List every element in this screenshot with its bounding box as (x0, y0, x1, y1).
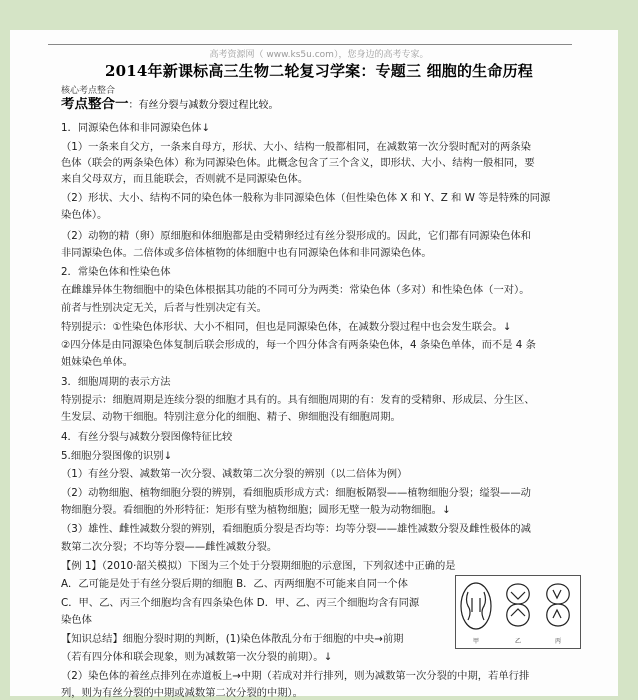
text-line-content: 【知识总结】细胞分裂时期的判断，(1)染色体散乱分布于细胞的中央→前期 (61, 633, 404, 645)
text-line-content: 非同源染色体。二倍体或多倍体植物的体细胞中也有同源染色体和非同源染色体。 (61, 247, 432, 259)
text-line (61, 375, 581, 389)
text-line (61, 596, 449, 610)
text-line-content: 3．细胞周期的表示方法 (61, 376, 171, 388)
text-line-content: （1）有丝分裂、减数第一次分裂、减数第二次分裂的辨别（以二倍体为例） (61, 468, 408, 480)
text-line-content: 物细胞分裂。看细胞的外形特征：矩形有壁为植物细胞；圆形无壁一般为动物细胞。↓ (61, 504, 451, 516)
text-line (61, 301, 581, 315)
text-line (61, 577, 449, 591)
cell-jia (461, 583, 491, 629)
text-line (61, 669, 581, 683)
heading-subtitle: ：有丝分裂与减数分裂过程比较。 (128, 100, 279, 111)
text-line-content: （2）动物细胞、植物细胞分裂的辨别，看细胞质形成方式：细胞板隔裂——植物细胞分裂；缢裂——动 (61, 487, 531, 499)
text-line (61, 686, 581, 700)
text-line-content: 来自父母双方，而且能联会，否则就不是同源染色体。 (61, 173, 309, 185)
text-line (61, 283, 581, 297)
text-line-content: ②四分体是由同源染色体复制后联会形成的，每一个四分体含有两条染色体，4 条染色单体，而不是 4 条 (61, 339, 536, 351)
text-line-content: 4．有丝分裂与减数分裂图像特征比较 (61, 431, 233, 443)
text-line-content: 前者与性别决定无关，后者与性别决定有关。 (61, 302, 267, 314)
text-line (61, 191, 581, 205)
text-line (61, 467, 581, 481)
text-line-content: 特别提示：①性染色体形状、大小不相同，但也是同源染色体，在减数分裂过程中也会发生联会。↓ (61, 321, 512, 333)
text-line (61, 650, 581, 664)
text-line-content: 生发层、动物干细胞。特别注意分化的细胞、精子、卵细胞没有细胞周期。 (61, 411, 401, 423)
text-line (61, 559, 581, 573)
text-line-content: （若有四分体和联会现象，则为减数第一次分裂的前期）。↓ (61, 651, 333, 663)
cell-yi (507, 584, 530, 626)
text-line-content: 【例 1】（2010·韶关模拟）下图为三个处于分裂期细胞的示意图，下列叙述中正确的是 (61, 560, 456, 572)
text-line-content: 1．同源染色体和非同源染色体↓ (61, 122, 211, 134)
text-line-content: 染色体）。 (61, 209, 108, 221)
text-line-content: （2）染色体的着丝点排列在赤道板上→中期（若成对并行排列，则为减数第一次分裂的中期，若单行排 (61, 670, 530, 682)
text-line (61, 156, 581, 170)
text-line-content: C．甲、乙、丙三个细胞均含有四条染色体 D．甲、乙、丙三个细胞均含有同源 (61, 597, 420, 609)
text-line (61, 449, 581, 463)
page-header-source: 高考资源网（ www.ks5u.com），您身边的高考专家。 (209, 50, 429, 60)
text-line (61, 540, 581, 554)
text-line-content: 特别提示：细胞周期是连续分裂的细胞才具有的。具有细胞周期的有：发育的受精卵、形成层、分生区、 (61, 394, 535, 406)
document-title: 2014年新课标高三生物二轮复习学案：专题三 细胞的生命历程 (105, 62, 533, 80)
text-line (61, 121, 581, 135)
text-line (61, 97, 581, 113)
figure-label-bing: 丙 (555, 638, 562, 645)
cell-bing (547, 584, 570, 626)
text-line (61, 613, 449, 627)
figure-label-jia: 甲 (473, 638, 480, 645)
text-line (61, 172, 581, 186)
text-line (61, 208, 581, 222)
text-line (61, 503, 581, 517)
text-line (61, 410, 581, 424)
figure-label-yi: 乙 (515, 638, 522, 645)
text-line (61, 84, 581, 98)
text-line-content: 考点整合一 (61, 97, 129, 112)
text-line-content: A．乙可能是处于有丝分裂后期的细胞 B．乙、丙两细胞不可能来自同一个体 (61, 578, 408, 590)
text-line-content: 在雌雄异体生物细胞中的染色体根据其功能的不同可分为两类：常染色体（多对）和性染色体（一对）。 (61, 284, 530, 296)
text-line (61, 430, 581, 444)
text-line-content: （1）一条来自父方，一条来自母方，形状、大小、结构一般都相同，在减数第一次分裂时配对的两条染 (61, 141, 531, 153)
header-rule (48, 44, 572, 45)
text-line-content: 数第二次分裂；不均等分裂——雌性减数分裂。 (61, 541, 278, 553)
text-line-content: 2．常染色体和性染色体 (61, 266, 171, 278)
text-line-content: 列，则为有丝分裂的中期或减数第二次分裂的中期）。 (61, 687, 303, 699)
window-top-bar (0, 0, 638, 30)
text-line (61, 486, 581, 500)
text-line-content: （2）形状、大小、结构不同的染色体一般称为非同源染色体（但性染色体 X 和 Y、Z 和 W 等是特殊的同源 (61, 192, 551, 204)
text-line (61, 246, 581, 260)
text-line (61, 632, 449, 646)
text-line (61, 320, 581, 334)
text-line-content: 染色体 (61, 614, 92, 626)
text-line-content: 姐妹染色单体。 (61, 356, 134, 368)
text-line-content: 5.细胞分裂图像的识别↓ (61, 450, 173, 462)
text-line (61, 338, 581, 352)
text-line-content: 核心考点整合 (61, 86, 116, 96)
text-line-content: （3）雄性、雌性减数分裂的辨别，看细胞质分裂是否均等：均等分裂——雄性减数分裂及雌性极体的减 (61, 523, 531, 535)
text-line-content: （2）动物的精（卵）原细胞和体细胞都是由受精卵经过有丝分裂形成的。因此，它们都有同源染色体和 (61, 230, 531, 242)
text-line-content: 色体（联会的两条染色体）称为同源染色体。此概念包含了三个含义，即形状、大小、结构一般相同，要 (61, 157, 535, 169)
text-line (61, 140, 581, 154)
cell-division-figure (455, 575, 581, 649)
text-line (61, 522, 581, 536)
text-line (61, 265, 581, 279)
text-line (61, 393, 581, 407)
text-line (61, 355, 581, 369)
text-line (61, 229, 581, 243)
